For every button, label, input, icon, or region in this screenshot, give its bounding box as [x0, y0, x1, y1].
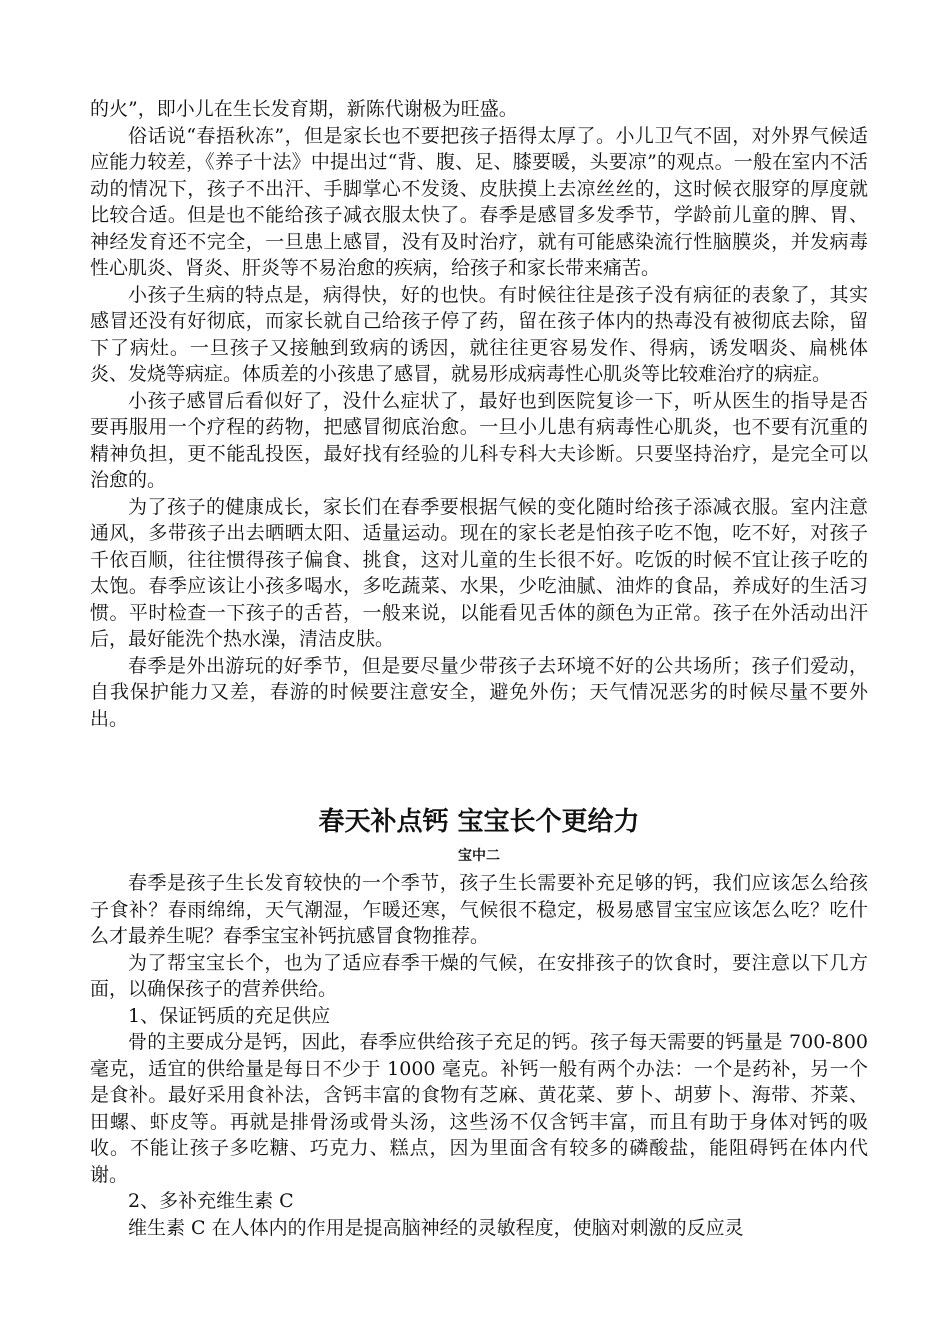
section-spacer — [90, 732, 868, 802]
paragraph: 小孩子生病的特点是，病得快，好的也快。有时候往往是孩子没有病征的表象了，其实感冒还没有好彻底，而家长就自己给孩子停了药，留在孩子体内的热毒没有被彻底去除，留下了病灶。一旦孩子又接触到致病的诱因，就往往更容易发作、得病，诱发咽炎、扁桃体炎、发烧等病症。体质差的小孩患了感冒，就易形成病毒性心肌炎等比较难治疗的病症。 — [90, 283, 868, 385]
section-heading: 2、多补充维生素 C — [128, 1190, 294, 1212]
section-heading: 1、保证钙质的充足供应 — [128, 1004, 331, 1027]
paragraph: 春季是孩子生长发育较快的一个季节，孩子生长需要补充足够的钙，我们应该怎么给孩子食补？春雨绵绵，天气潮湿，乍暖还寒，气候很不稳定，极易感冒宝宝应该怎么吃？吃什么才最养生呢？春季宝宝补钙抗感冒食物推荐。 — [90, 872, 868, 947]
paragraph: 为了孩子的健康成长，家长们在春季要根据气候的变化随时给孩子添减衣服。室内注意通风，多带孩子出去晒晒太阳、适量运动。现在的家长老是怕孩子吃不饱，吃不好，对孩子千依百顺，往往惯得孩子偏食、挑食，这对儿童的生长很不好。吃饭的时候不宜让孩子吃的太饱。春季应该让小孩多喝水，多吃蔬菜、水果，少吃油腻、油炸的食品，养成好的生活习惯。平时检查一下孩子的舌苔，一般来说，以能看见舌体的颜色为正常。孩子在外活动出汗后，最好能洗个热水澡，清洁皮肤。 — [90, 495, 868, 650]
paragraph: 春季是外出游玩的好季节，但是要尽量少带孩子去环境不好的公共场所；孩子们爱动，自我保护能力又差，春游的时候要注意安全，避免外伤；天气情况恶劣的时候尽量不要外出。 — [90, 654, 868, 730]
article-title: 春天补点钙 宝宝长个更给力 — [318, 807, 640, 837]
paragraph: 小孩子感冒后看似好了，没什么症状了，最好也到医院复诊一下，听从医生的指导是否要再服用一个疗程的药物，把感冒彻底治愈。一旦小儿患有病毒性心肌炎，也不要有沉重的精神负担，更不能乱投医，最好找有经验的儿科专科大夫诊断。只要坚持治疗，是完全可以治愈的。 — [90, 389, 868, 491]
paragraph: 为了帮宝宝长个，也为了适应春季干燥的气候，在安排孩子的饮食时，要注意以下几方面，以确保孩子的营养供给。 — [90, 951, 868, 1000]
paragraph: 骨的主要成分是钙，因此，春季应供给孩子充足的钙。孩子每天需要的钙量是 700-800 毫克，适宜的供给量是每日不少于 1000 毫克。补钙一般有两个办法：一个是药补，另一个是食补。最好采用食补法，含钙丰富的食物有芝麻、黄花菜、萝卜、胡萝卜、海带、芥菜、田螺、虾皮等。再就是排骨汤或骨头汤，这些汤不仅含钙丰富，而且有助于身体对钙的吸收。不能让孩子多吃糖、巧克力、糕点，因为里面含有较多的磷酸盐，能阻碍钙在体内代谢。 — [90, 1031, 868, 1186]
paragraph: 俗话说“春捂秋冻”，但是家长也不要把孩子捂得太厚了。小儿卫气不固，对外界气候适应能力较差，《养子十法》中提出过“背、腹、足、膝要暖，头要凉”的观点。一般在室内不活动的情况下，孩子不出汗、手脚掌心不发烫、皮肤摸上去凉丝丝的，这时候衣服穿的厚度就比较合适。但是也不能给孩子减衣服太快了。春季是感冒多发季节，学龄前儿童的脾、胃、神经发育还不完全，一旦患上感冒，没有及时治疗，就有可能感染流行性脑膜炎，并发病毒性心肌炎、肾炎、肝炎等不易治愈的疾病，给孩子和家长带来痛苦。 — [90, 124, 868, 279]
article-author: 宝中二 — [458, 848, 500, 864]
paragraph: 的火”，即小儿在生长发育期，新陈代谢极为旺盛。 — [90, 98, 518, 120]
document-page — [90, 96, 868, 1241]
paragraph: 维生素 C 在人体内的作用是提高脑神经的灵敏程度，使脑对刺激的反应灵 — [128, 1216, 744, 1239]
